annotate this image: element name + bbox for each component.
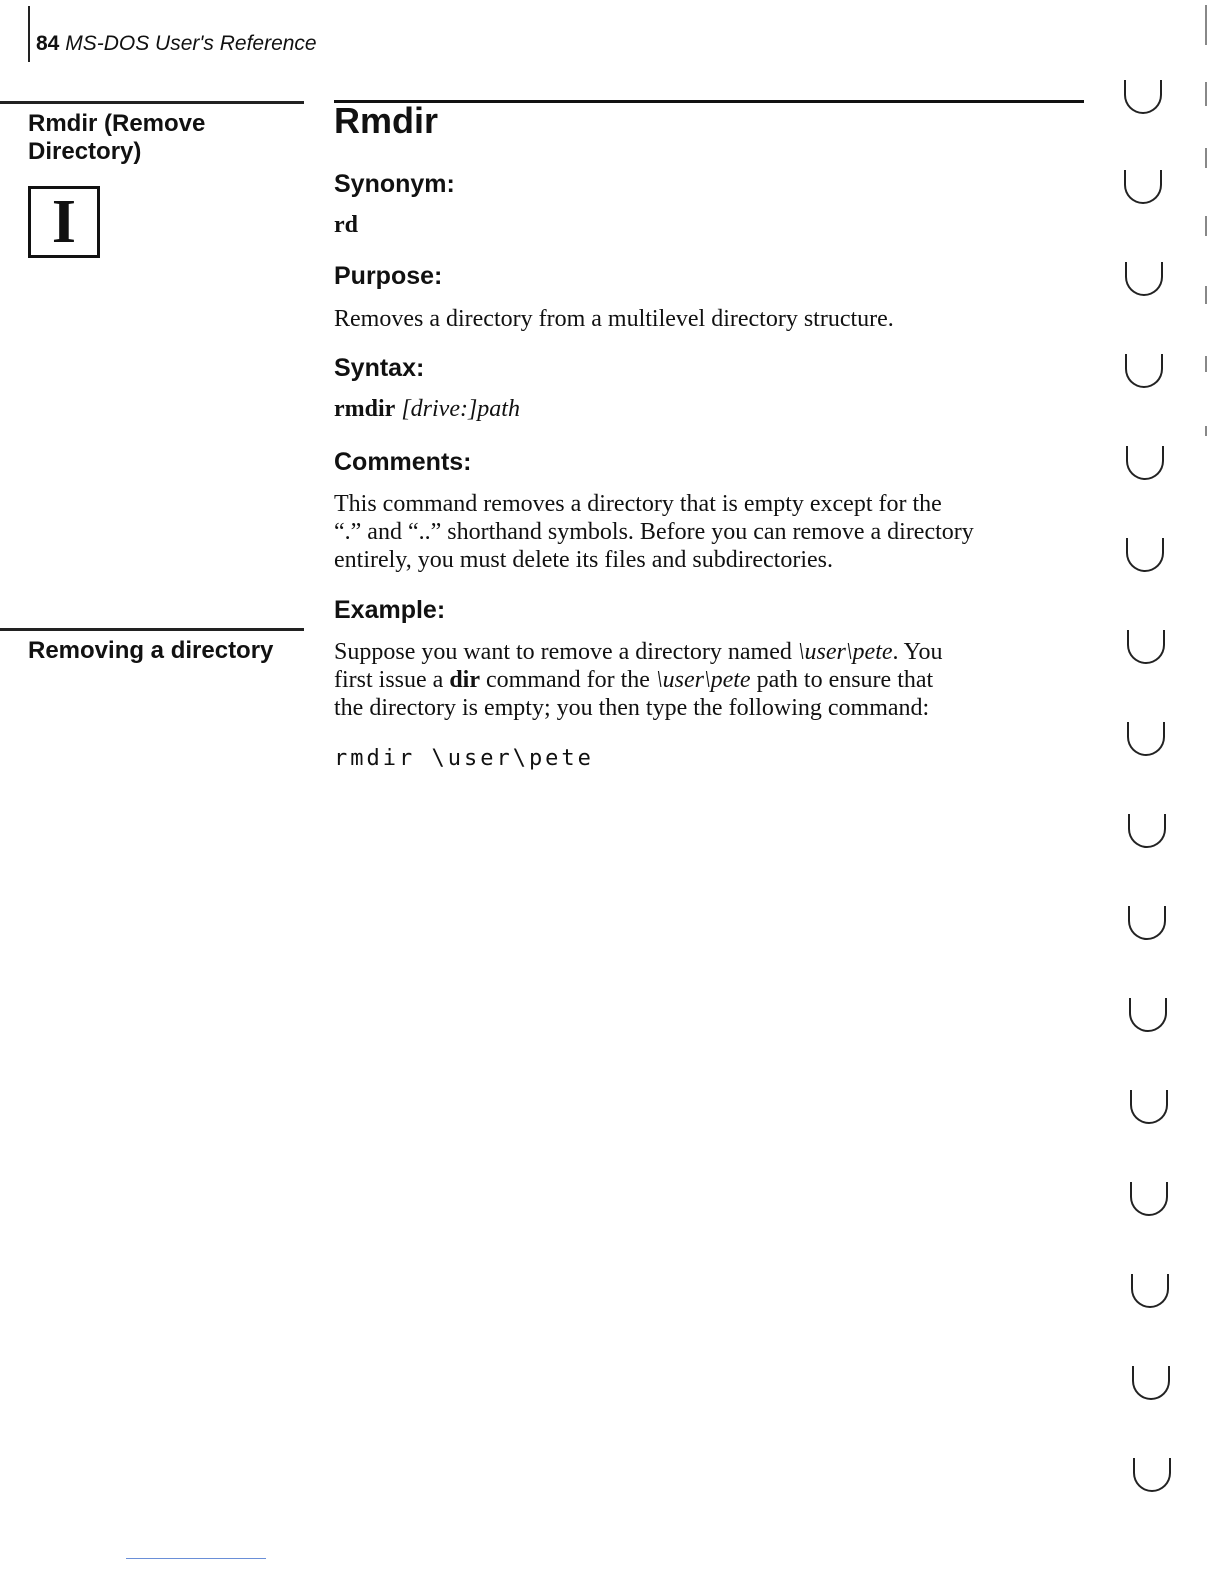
example-dir-command: dir bbox=[449, 667, 480, 693]
binding-hole-icon bbox=[1126, 446, 1164, 480]
sidebar-rule-top bbox=[0, 101, 304, 104]
sidebar-rule-example bbox=[0, 628, 304, 631]
scan-edge-mark bbox=[1205, 286, 1207, 304]
synonym-value: rd bbox=[334, 212, 358, 238]
example-line3: the directory is empty; you then type the following command: bbox=[334, 695, 930, 721]
example-code: rmdir \user\pete bbox=[334, 746, 594, 771]
purpose-heading: Purpose: bbox=[334, 262, 443, 290]
scan-edge-mark bbox=[1205, 356, 1207, 372]
example-path: \user\pete bbox=[655, 667, 751, 693]
binding-hole-icon bbox=[1128, 906, 1166, 940]
binding-hole-icon bbox=[1127, 630, 1165, 664]
example-heading: Example: bbox=[334, 596, 446, 624]
syntax-line bbox=[334, 396, 1074, 423]
example-text-run: Suppose you want to remove a directory named bbox=[334, 639, 798, 665]
mode-tab-icon bbox=[28, 186, 100, 258]
book-title: MS-DOS User's Reference bbox=[65, 32, 317, 55]
comments-line: “.” and “..” shorthand symbols. Before you can remove a directory bbox=[334, 519, 974, 545]
example-text-run: . You bbox=[892, 639, 943, 665]
binding-hole-icon bbox=[1127, 722, 1165, 756]
page-number: 84 bbox=[36, 32, 60, 55]
entry-label bbox=[28, 110, 205, 166]
scan-edge-mark bbox=[1205, 426, 1207, 436]
comments-line: This command removes a directory that is empty except for the bbox=[334, 491, 942, 517]
binding-hole-icon bbox=[1132, 1366, 1170, 1400]
mode-tab-letter: I bbox=[51, 188, 77, 256]
example-label: Removing a directory bbox=[28, 637, 274, 664]
entry-label-line1: Rmdir (Remove bbox=[28, 110, 206, 137]
binding-hole-icon bbox=[1124, 80, 1162, 114]
binding-hole-icon bbox=[1126, 538, 1164, 572]
purpose-text: Removes a directory from a multilevel directory structure. bbox=[334, 306, 894, 332]
syntax-argument: [drive:]path bbox=[401, 396, 520, 422]
synonym-heading: Synonym: bbox=[334, 170, 455, 198]
header-rule bbox=[28, 6, 30, 62]
binding-hole-icon bbox=[1130, 1090, 1168, 1124]
running-header bbox=[36, 32, 317, 56]
binding-hole-icon bbox=[1125, 262, 1163, 296]
example-path: \user\pete bbox=[797, 639, 893, 665]
binding-hole-icon bbox=[1131, 1274, 1169, 1308]
syntax-command: rmdir bbox=[334, 396, 396, 422]
binding-hole-icon bbox=[1129, 998, 1167, 1032]
binding-hole-icon bbox=[1130, 1182, 1168, 1216]
comments-text bbox=[334, 490, 1074, 574]
page-title: Rmdir bbox=[334, 100, 439, 141]
scan-edge-mark bbox=[1205, 216, 1207, 236]
example-line1 bbox=[334, 638, 1074, 666]
binding-hole-icon bbox=[1128, 814, 1166, 848]
comments-line: entirely, you must delete its files and subdirectories. bbox=[334, 547, 833, 573]
example-line2 bbox=[334, 666, 1074, 694]
footer-mark bbox=[126, 1558, 266, 1559]
example-text-run: first issue a bbox=[334, 667, 450, 693]
example-text-run: path to ensure that bbox=[750, 667, 934, 693]
scan-edge-mark bbox=[1205, 82, 1207, 106]
scan-edge-mark bbox=[1205, 5, 1207, 45]
binding-hole-icon bbox=[1125, 354, 1163, 388]
entry-label-line2: Directory) bbox=[28, 138, 142, 165]
binding-hole-icon bbox=[1133, 1458, 1171, 1492]
example-text bbox=[334, 638, 1074, 722]
scan-edge-mark bbox=[1205, 148, 1207, 168]
example-text-run: command for the bbox=[479, 667, 656, 693]
syntax-heading: Syntax: bbox=[334, 354, 425, 382]
binding-hole-icon bbox=[1124, 170, 1162, 204]
comments-heading: Comments: bbox=[334, 448, 472, 476]
